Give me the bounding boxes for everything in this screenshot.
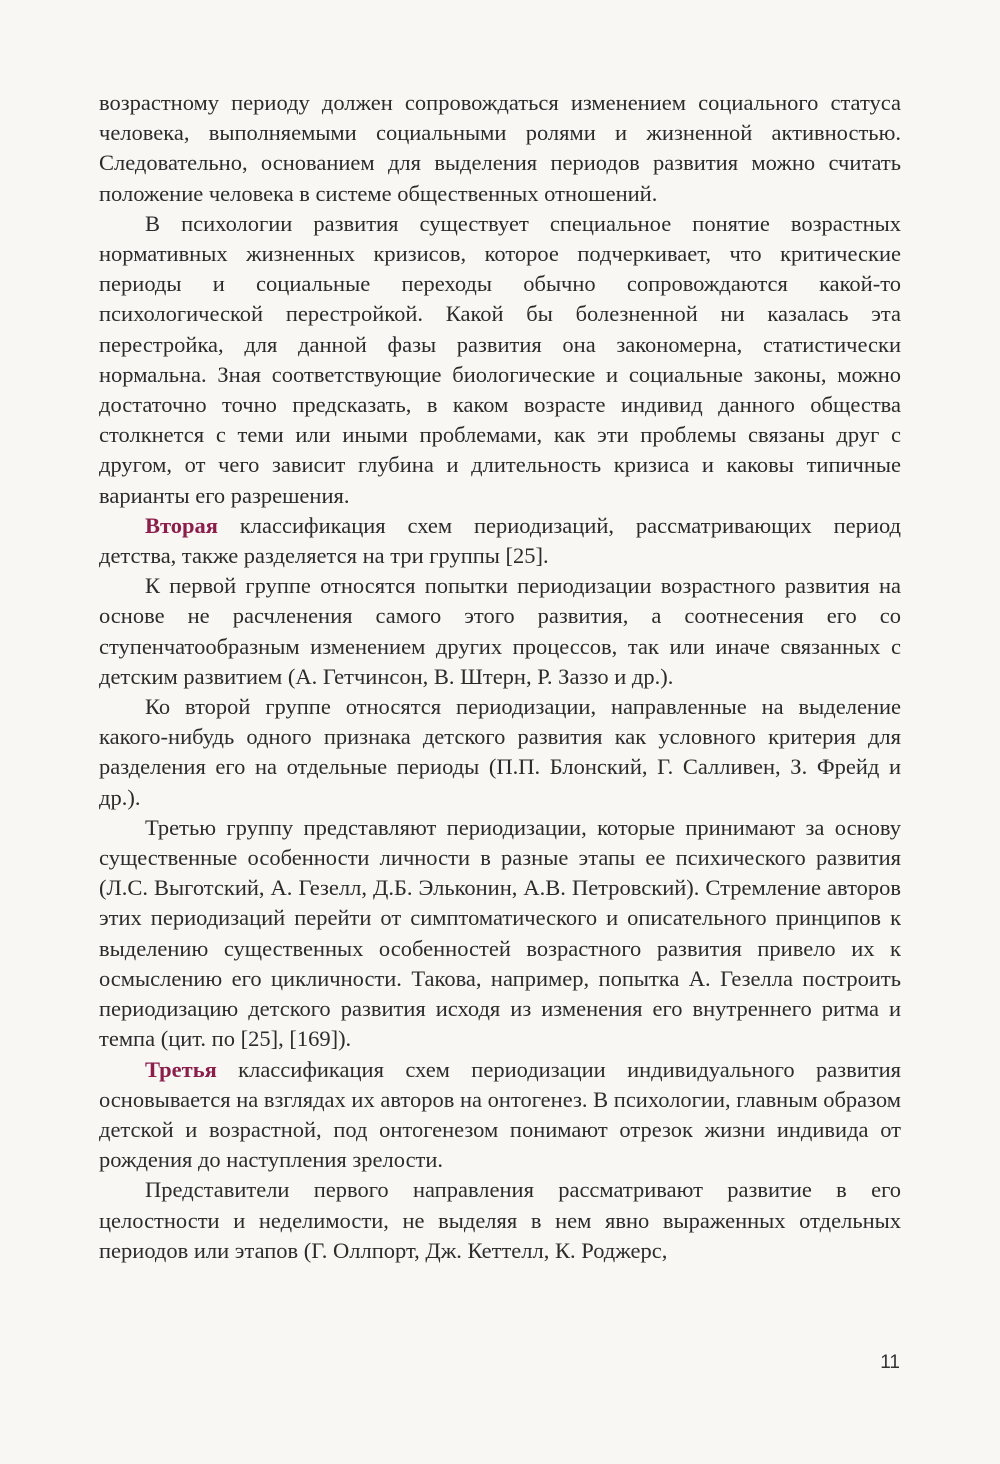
paragraph-4 (99, 571, 901, 692)
paragraph-6 (99, 813, 901, 1055)
paragraph-1-text: возрастному периоду должен сопровождаться изменением социального статуса человека, выполняемыми социальными ролями и жизненной активностью. Следовательно, основанием для выделения периодов развития можно считать положение человека в системе общественных отношений. (99, 90, 901, 206)
body-text (99, 88, 901, 1266)
paragraph-8-text: Представители первого направления рассматривают развитие в его целостности и неделимости, не выделяя в нем явно выраженных отдельных периодов или этапов (Г. Оллпорт, Дж. Кеттелл, К. Роджерс, (99, 1177, 901, 1263)
paragraph-5-text: Ко второй группе относятся периодизации, направленные на выделение какого-нибудь одного признака детского развития как условного критерия для разделения его на отдельные периоды (П.П. Блонский, Г. Салливен, З. Фрейд и др.). (99, 694, 901, 810)
paragraph-7 (99, 1055, 901, 1176)
paragraph-2 (99, 209, 901, 511)
paragraph-3 (99, 511, 901, 571)
paragraph-3-text: классификация схем периодизаций, рассматривающих период детства, также разделяется на три группы [25]. (99, 512, 901, 569)
paragraph-2-text: В психологии развития существует специальное понятие возрастных нормативных жизненных кризисов, которое подчеркивает, что критические периоды и социальные переходы обычно сопровождаются какой-то психологической перестройкой. Какой бы болезненной ни казалась эта перестройка, для данной фазы развития она закономерна, статистически нормальна. Зная соответствующие биологические и социальные законы, можно достаточно точно предсказать, в каком возрасте индивид данного общества столкнется с теми или иными проблемами, как эти проблемы связаны друг с другом, от чего зависит глубина и длительность кризиса и каковы типичные варианты его разрешения. (99, 210, 901, 508)
paragraph-6-text: Третью группу представляют периодизации, которые принимают за основу существенные особенности личности в разные этапы ее психического развития (Л.С. Выготский, А. Гезелл, Д.Б. Эльконин, А.В. Петровский). Стремление авторов этих периодизаций перейти от симптоматического и описательного принципов к выделению существенных особенностей возрастного развития привело их к осмыслению его цикличности. Такова, например, попытка А. Гезелла построить периодизацию детского развития исходя из изменения его внутреннего ритма и темпа (цит. по [25], [169]). (99, 814, 901, 1052)
paragraph-5 (99, 692, 901, 813)
paragraph-7-text: классификация схем периодизации индивидуального развития основывается на взглядах их авторов на онтогенез. В психологии, главным образом детской и возрастной, под онтогенезом понимают отрезок жизни индивида от рождения до наступления зрелости. (99, 1056, 901, 1173)
paragraph-1 (99, 88, 901, 209)
page-number: 11 (880, 1352, 900, 1373)
paragraph-7-lead-word: Третья (145, 1056, 217, 1082)
paragraph-3-lead-word: Вторая (145, 512, 218, 538)
paragraph-4-text: К первой группе относятся попытки периодизации возрастного развития на основе не расчленения самого этого развития, а соотнесения его со ступенчатообразным изменением других процессов, так или иначе связанных с детским развитием (А. Гетчинсон, В. Штерн, Р. Заззо и др.). (99, 573, 901, 689)
paragraph-8 (99, 1175, 901, 1266)
